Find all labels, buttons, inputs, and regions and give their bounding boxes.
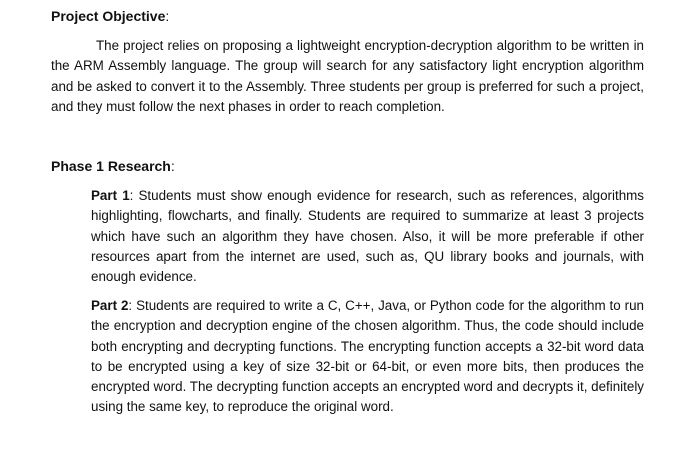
project-objective-paragraph: The project relies on proposing a lightweight encryption-decryption algorithm to be written in the ARM Assembly language. The group will search for any satisfactory light encryption algorithm and be asked to convert it to the Assembly. Three students per group is preferred for such a project, and they must follow the next phases in order to reach completion. [51,38,644,114]
part2-text: : Students are required to write a C, C++, Java, or Python code for the algorithm to run the encryption and decryption engine of the chosen algorithm. Thus, the code should include both encrypting and decrypting functions. The encrypting function accepts a 32-bit word data to be encrypted using a key of size 32-bit or 64-bit, or even more bits, then produces the encrypted word. The decrypting function accepts an encrypted word and decrypts it, definitely using the same key, to reproduce the original word. [91,298,644,415]
project-objective-heading [51,6,169,26]
project-objective-title: Project Objective [51,8,166,24]
phase1-title: Phase 1 Research [51,158,171,174]
part1-label: Part 1 [91,188,130,203]
phase1-heading [51,156,175,176]
part2-label: Part 2 [91,298,129,313]
part1-text: : Students must show enough evidence for research, such as references, algorithms highlighting, flowcharts, and finally. Students are required to summarize at least 3 projects which have such an algorithm they have chosen. Also, it will be more preferable if other resources apart from the internet are used, such as, QU library books and journals, with enough evidence. [91,188,644,285]
project-objective-colon: : [165,8,170,24]
phase1-colon: : [170,158,175,174]
part2-paragraph [91,296,644,418]
part1-paragraph [91,186,644,287]
